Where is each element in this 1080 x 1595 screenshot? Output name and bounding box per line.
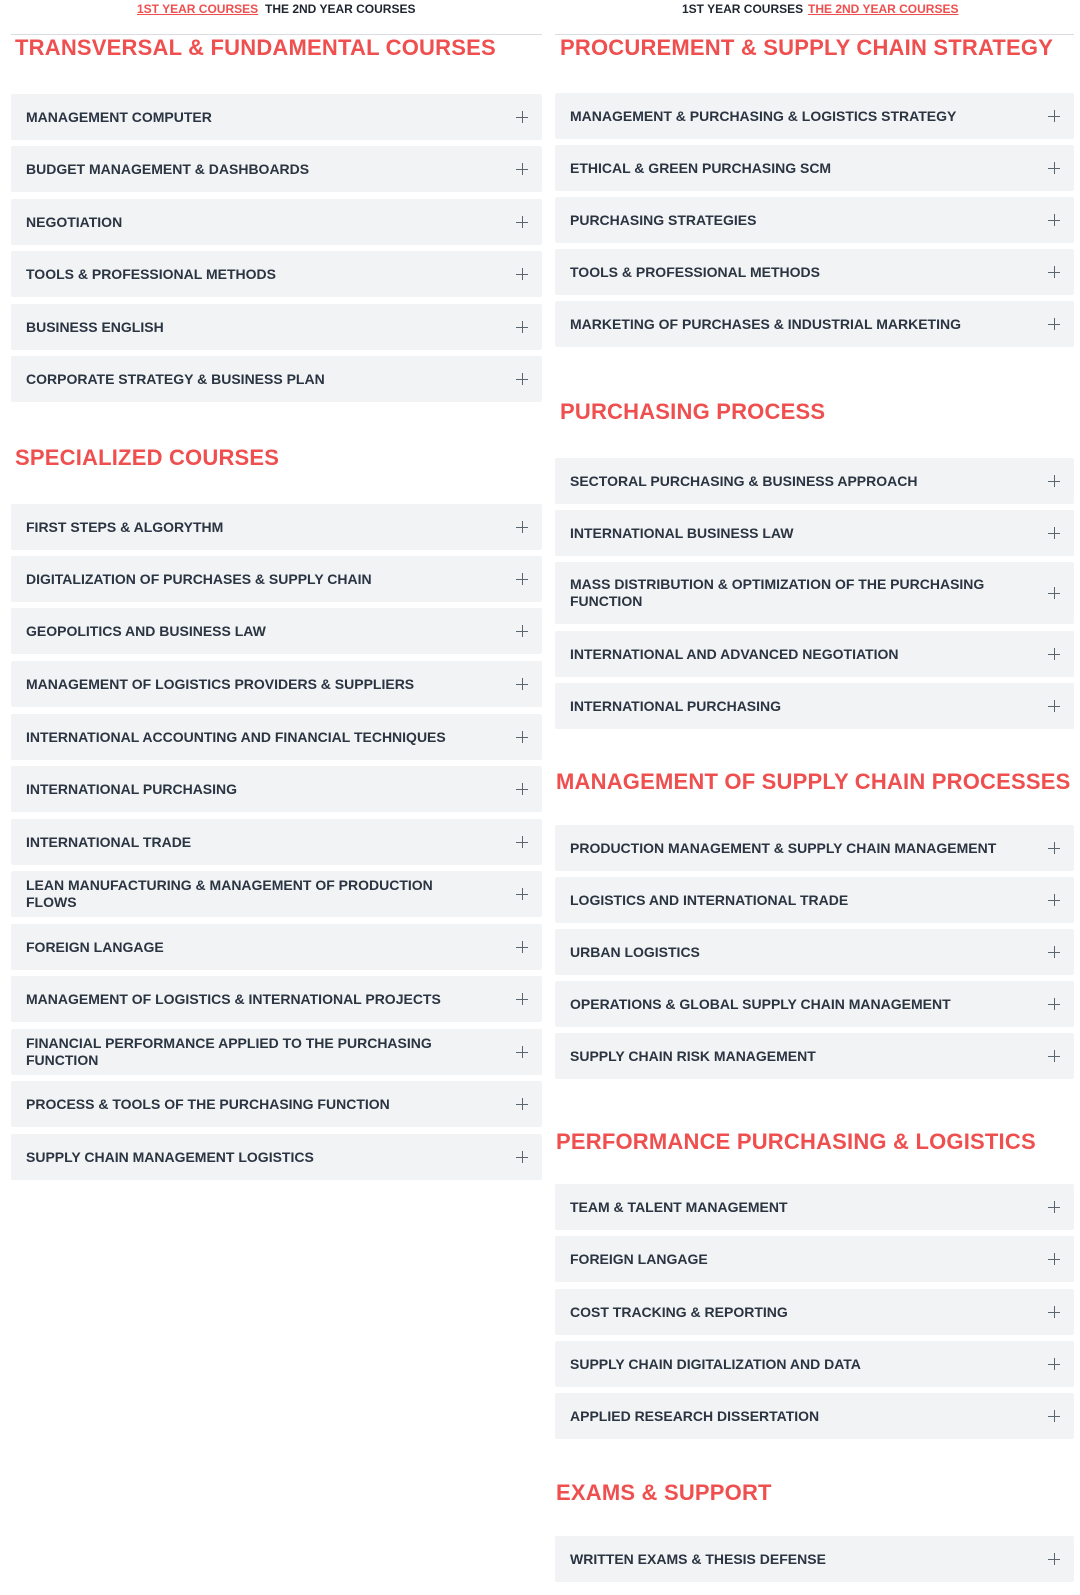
course-item[interactable] [555, 510, 1074, 556]
plus-icon[interactable] [1048, 527, 1060, 539]
course-item[interactable] [555, 631, 1074, 677]
plus-icon[interactable] [1048, 648, 1060, 660]
plus-icon[interactable] [516, 573, 528, 585]
plus-icon[interactable] [516, 373, 528, 385]
plus-icon[interactable] [1048, 1253, 1060, 1265]
plus-icon[interactable] [1048, 1050, 1060, 1062]
plus-icon[interactable] [1048, 214, 1060, 226]
plus-icon[interactable] [516, 783, 528, 795]
course-label: CORPORATE STRATEGY & BUSINESS PLAN [26, 370, 325, 387]
course-label: MANAGEMENT OF LOGISTICS & INTERNATIONAL PROJECTS [26, 990, 441, 1007]
course-item[interactable] [555, 197, 1074, 243]
course-label: INTERNATIONAL PURCHASING [26, 780, 238, 797]
course-item[interactable] [555, 929, 1074, 975]
plus-icon[interactable] [516, 888, 528, 900]
course-label: COST TRACKING & REPORTING [570, 1303, 788, 1320]
course-label: SUPPLY CHAIN RISK MANAGEMENT [570, 1047, 816, 1064]
tab-1st-year-courses[interactable]: 1ST YEAR COURSES [682, 2, 804, 16]
course-label: INTERNATIONAL PURCHASING [570, 697, 782, 714]
section-title-exams: EXAMS & SUPPORT [556, 1480, 772, 1505]
course-label: ETHICAL & GREEN PURCHASING SCM [570, 159, 832, 176]
plus-icon[interactable] [516, 941, 528, 953]
course-label: TOOLS & PROFESSIONAL METHODS [570, 263, 820, 280]
course-item[interactable] [555, 249, 1074, 295]
course-item[interactable] [11, 714, 542, 760]
course-item[interactable] [11, 251, 542, 297]
course-label: SECTORAL PURCHASING & BUSINESS APPROACH [570, 472, 918, 489]
plus-icon[interactable] [516, 321, 528, 333]
course-item[interactable] [555, 1033, 1074, 1079]
course-label: FIRST STEPS & ALGORYTHM [26, 518, 224, 535]
section-title-procurement: PROCUREMENT & SUPPLY CHAIN STRATEGY [560, 35, 1054, 60]
course-label: BUDGET MANAGEMENT & DASHBOARDS [26, 160, 310, 177]
course-label: INTERNATIONAL ACCOUNTING AND FINANCIAL TECHNIQUES [26, 728, 446, 745]
plus-icon[interactable] [516, 111, 528, 123]
plus-icon[interactable] [516, 163, 528, 175]
plus-icon[interactable] [1048, 162, 1060, 174]
plus-icon[interactable] [1048, 587, 1060, 599]
section-title-performance: PERFORMANCE PURCHASING & LOGISTICS [556, 1129, 1036, 1154]
course-label: MANAGEMENT COMPUTER [26, 108, 212, 125]
plus-icon[interactable] [516, 993, 528, 1005]
first-year-panel [11, 0, 542, 1165]
course-item[interactable] [11, 819, 542, 865]
plus-icon[interactable] [1048, 1201, 1060, 1213]
course-label: SUPPLY CHAIN DIGITALIZATION AND DATA [570, 1355, 861, 1372]
course-item[interactable] [11, 766, 542, 812]
course-label: GEOPOLITICS AND BUSINESS LAW [26, 622, 266, 639]
course-item[interactable] [555, 1289, 1074, 1335]
second-year-panel [555, 0, 1074, 1567]
course-label: FOREIGN LANGAGE [570, 1250, 708, 1267]
course-item[interactable] [11, 1029, 542, 1075]
course-label: PRODUCTION MANAGEMENT & SUPPLY CHAIN MANAGEMENT [570, 839, 997, 856]
course-label: INTERNATIONAL TRADE [26, 833, 192, 850]
plus-icon[interactable] [1048, 475, 1060, 487]
plus-icon[interactable] [1048, 946, 1060, 958]
course-item[interactable] [11, 94, 542, 140]
course-item[interactable] [11, 504, 542, 550]
course-label: LEAN MANUFACTURING & MANAGEMENT OF PRODUCTION FLOWS [26, 877, 433, 910]
course-label: INTERNATIONAL BUSINESS LAW [570, 524, 794, 541]
course-item[interactable] [555, 981, 1074, 1027]
course-item[interactable] [11, 976, 542, 1022]
course-item[interactable] [11, 1134, 542, 1180]
course-label: FINANCIAL PERFORMANCE APPLIED TO THE PURCHASING FUNCTION [26, 1035, 432, 1068]
course-label: MARKETING OF PURCHASES & INDUSTRIAL MARKETING [570, 315, 961, 332]
course-label: FOREIGN LANGAGE [26, 938, 164, 955]
year-tabs [11, 0, 542, 35]
plus-icon[interactable] [516, 1046, 528, 1058]
course-item[interactable] [555, 825, 1074, 871]
course-item[interactable] [555, 1184, 1074, 1230]
plus-icon[interactable] [516, 625, 528, 637]
course-item[interactable] [11, 146, 542, 192]
course-label: SUPPLY CHAIN MANAGEMENT LOGISTICS [26, 1148, 314, 1165]
plus-icon[interactable] [1048, 1358, 1060, 1370]
tab-2nd-year-courses[interactable]: THE 2ND YEAR COURSES [265, 2, 416, 16]
course-item[interactable] [555, 562, 1074, 624]
plus-icon[interactable] [516, 1098, 528, 1110]
tab-1st-year-courses[interactable]: 1ST YEAR COURSES [137, 2, 259, 16]
plus-icon[interactable] [1048, 1306, 1060, 1318]
course-label: TEAM & TALENT MANAGEMENT [570, 1198, 788, 1215]
plus-icon[interactable] [1048, 1553, 1060, 1565]
section-title-transversal: TRANSVERSAL & FUNDAMENTAL COURSES [15, 35, 496, 60]
course-item[interactable] [555, 458, 1074, 504]
plus-icon[interactable] [1048, 700, 1060, 712]
course-item[interactable] [11, 304, 542, 350]
course-label: WRITTEN EXAMS & THESIS DEFENSE [570, 1550, 826, 1567]
course-label: PROCESS & TOOLS OF THE PURCHASING FUNCTION [26, 1095, 390, 1112]
course-label: NEGOTIATION [26, 213, 123, 230]
plus-icon[interactable] [1048, 998, 1060, 1010]
course-label: MASS DISTRIBUTION & OPTIMIZATION OF THE PURCHASING FUNCTION [570, 576, 985, 609]
plus-icon[interactable] [516, 216, 528, 228]
course-label: APPLIED RESEARCH DISSERTATION [570, 1407, 820, 1424]
course-item[interactable] [555, 1393, 1074, 1439]
plus-icon[interactable] [1048, 110, 1060, 122]
course-label: LOGISTICS AND INTERNATIONAL TRADE [570, 891, 849, 908]
plus-icon[interactable] [1048, 266, 1060, 278]
course-item[interactable] [11, 871, 542, 917]
plus-icon[interactable] [516, 678, 528, 690]
course-label: MANAGEMENT OF LOGISTICS PROVIDERS & SUPPLIERS [26, 675, 415, 692]
course-label: OPERATIONS & GLOBAL SUPPLY CHAIN MANAGEMENT [570, 995, 951, 1012]
plus-icon[interactable] [1048, 318, 1060, 330]
tab-2nd-year-courses[interactable]: THE 2ND YEAR COURSES [808, 2, 959, 16]
course-item[interactable] [11, 661, 542, 707]
course-item[interactable] [11, 556, 542, 602]
plus-icon[interactable] [516, 521, 528, 533]
course-item[interactable] [555, 93, 1074, 139]
course-label: TOOLS & PROFESSIONAL METHODS [26, 265, 276, 282]
course-item[interactable] [555, 1341, 1074, 1387]
plus-icon[interactable] [516, 836, 528, 848]
course-item[interactable] [11, 1081, 542, 1127]
course-label: BUSINESS ENGLISH [26, 318, 164, 335]
section-title-supply-chain-processes: MANAGEMENT OF SUPPLY CHAIN PROCESSES [556, 769, 1071, 794]
course-item[interactable] [555, 145, 1074, 191]
plus-icon[interactable] [516, 731, 528, 743]
section-title-purchasing-process: PURCHASING PROCESS [560, 399, 826, 424]
course-label: PURCHASING STRATEGIES [570, 211, 757, 228]
course-label: INTERNATIONAL AND ADVANCED NEGOTIATION [570, 645, 899, 662]
course-label: MANAGEMENT & PURCHASING & LOGISTICS STRATEGY [570, 107, 957, 124]
year-tabs [555, 0, 1074, 35]
course-item[interactable] [555, 1536, 1074, 1582]
section-title-specialized: SPECIALIZED COURSES [15, 445, 280, 470]
plus-icon[interactable] [1048, 1410, 1060, 1422]
plus-icon[interactable] [1048, 842, 1060, 854]
plus-icon[interactable] [516, 1151, 528, 1163]
course-item[interactable] [555, 877, 1074, 923]
course-item[interactable] [11, 356, 542, 402]
course-item[interactable] [555, 1236, 1074, 1282]
course-item[interactable] [11, 924, 542, 970]
plus-icon[interactable] [1048, 894, 1060, 906]
course-item[interactable] [11, 608, 542, 654]
plus-icon[interactable] [516, 268, 528, 280]
course-item[interactable] [555, 301, 1074, 347]
course-label: DIGITALIZATION OF PURCHASES & SUPPLY CHAIN [26, 570, 372, 587]
course-item[interactable] [11, 199, 542, 245]
course-item[interactable] [555, 683, 1074, 729]
course-label: URBAN LOGISTICS [570, 943, 700, 960]
